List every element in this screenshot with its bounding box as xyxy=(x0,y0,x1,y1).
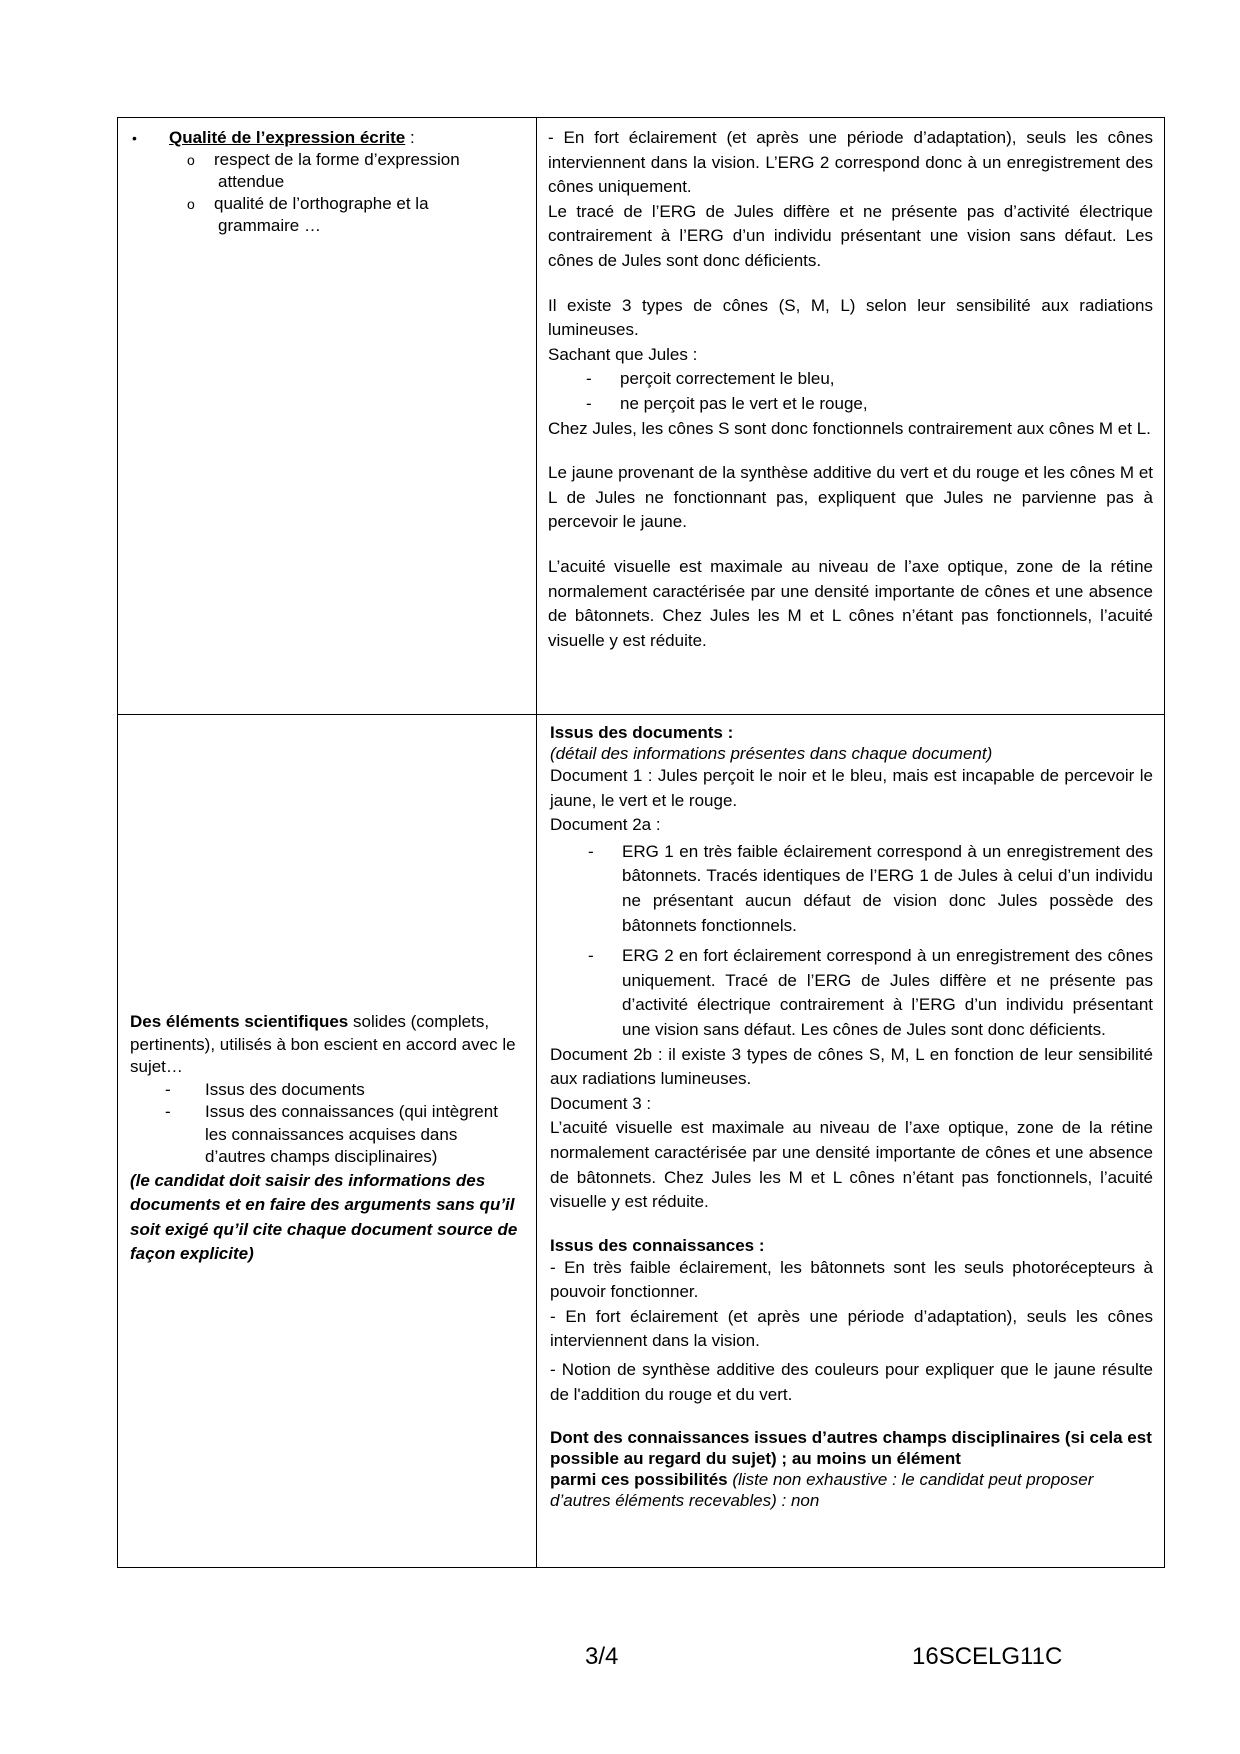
paragraph: - En fort éclairement (et après une période d’adaptation), seuls les cônes interviennent dans la vision. xyxy=(550,1306,1153,1351)
paragraph: L’acuité visuelle est maximale au niveau de l’axe optique, zone de la rétine normalement caractérisée par une densité importante de cônes et une absence de bâtonnets. Chez Jules les M et L cônes n’étant pas fonctionnels, l’acuité visuelle y est réduite. xyxy=(550,1118,1153,1212)
list-item: o respect de la forme d’expression attendue xyxy=(187,150,460,191)
criterion-cell-science: Des éléments scientifiques solides (complets, pertinents), utilisés à bon escient en accord avec le sujet… - Issus des documents - Issus des connaissances (qui intègrent les connaissances acquises dans d’autres champs disciplinaires) (le candidat doit saisir des informations des documents et en faire des arguments sans qu’il soit exigé qu’il cite chaque document source de façon explicite) xyxy=(118,715,537,1568)
paragraph: Il existe 3 types de cônes (S, M, L) selon leur sensibilité aux radiations lumineuses. xyxy=(548,295,1153,340)
list-item: o qualité de l’orthographe et la grammaire … xyxy=(187,194,429,235)
paragraph: Document 1 : Jules perçoit le noir et le bleu, mais est incapable de percevoir le jaune, le vert et le rouge. xyxy=(550,766,1153,810)
list-item: - Issus des connaissances (qui intègrent les connaissances acquises dans d’autres champs disciplinaires) xyxy=(165,1102,498,1166)
table-row xyxy=(118,118,1165,715)
table-row xyxy=(118,715,1165,1568)
section-heading: Issus des connaissances : xyxy=(550,1235,765,1255)
paragraph: - En fort éclairement (et après une période d’adaptation), seuls les cônes interviennent dans la vision. L’ERG 2 correspond donc à un enregistrement des cônes uniquement. xyxy=(548,128,1153,197)
paragraph: Le tracé de l’ERG de Jules diffère et ne présente pas d’activité électrique contrairement à l’ERG d’un individu présentant une vision sans défaut. Les cônes de Jules sont donc déficients. xyxy=(548,201,1153,270)
list-item: - ERG 2 en fort éclairement correspond à un enregistrement des cônes uniquement. Tracé de l’ERG de Jules diffère et ne présente pas d’activité électrique contrairement à l’ERG d’un individu présentant une vision sans défaut. Les cônes de Jules sont donc déficients. xyxy=(588,946,1153,1039)
criterion-note: (le candidat doit saisir des informations des documents et en faire des arguments sans qu’il soit exigé qu’il cite chaque document source de façon explicite) xyxy=(130,1170,518,1263)
paragraph: - En très faible éclairement, les bâtonnets sont les seuls photorécepteurs à pouvoir fonctionner. xyxy=(550,1257,1153,1302)
criterion-title: Qualité de l’expression écrite xyxy=(169,128,406,147)
list-item: - ERG 1 en très faible éclairement correspond à un enregistrement des bâtonnets. Tracés identiques de l’ERG 1 de Jules à celui d’un individu ne présentant aucun défaut de vision donc Jules possède des bâtonnets fonctionnels. xyxy=(588,841,1153,935)
list-item: - Issus des documents xyxy=(165,1079,365,1099)
document-code: 16SCELG11C xyxy=(912,1643,1063,1670)
grading-table xyxy=(117,117,1165,1568)
paragraph: Document 2b : il existe 3 types de cônes S, M, L en fonction de leur sensibilité aux radiations lumineuses. xyxy=(550,1044,1153,1089)
paragraph: Chez Jules, les cônes S sont donc fonctionnels contrairement aux cônes M et L. xyxy=(548,418,1151,438)
answer-cell-writing xyxy=(537,118,1165,715)
paragraph: Dont des connaissances issues d’autres champs disciplinaires (si cela est possible au regard du sujet) ; au moins un élément parmi ces possibilités (liste non exhaustive : le candidat peut proposer d’autres éléments recevables) : non xyxy=(550,1428,1152,1511)
page-number: 3/4 xyxy=(585,1643,619,1670)
paragraph: L’acuité visuelle est maximale au niveau de l’axe optique, zone de la rétine normalement caractérisée par une densité importante de cônes et une absence de bâtonnets. Chez Jules les M et L cônes n’étant pas fonctionnels, l’acuité visuelle y est réduite. xyxy=(548,556,1153,650)
criterion-cell-writing: • Qualité de l’expression écrite : o respect de la forme d’expression attendue o qualité de l’orthographe et la grammaire … xyxy=(118,118,537,715)
paragraph: Le jaune provenant de la synthèse additive du vert et du rouge et les cônes M et L de Jules ne fonctionnant pas, expliquent que Jules ne parvienne pas à percevoir le jaune. xyxy=(548,463,1153,532)
paragraph: - Notion de synthèse additive des couleurs pour expliquer que le jaune résulte de l'addition du rouge et du vert. xyxy=(550,1360,1153,1404)
section-subheading: (détail des informations présentes dans chaque document) xyxy=(550,744,993,763)
list-item: - ne perçoit pas le vert et le rouge, xyxy=(586,393,868,413)
paragraph: Sachant que Jules : xyxy=(548,344,698,364)
section-heading: Issus des documents : xyxy=(550,723,734,742)
criterion-title: Des éléments scientifiques xyxy=(130,1012,349,1031)
answer-cell-science xyxy=(537,715,1165,1568)
list-item: - perçoit correctement le bleu, xyxy=(586,369,835,389)
paragraph: Document 3 : xyxy=(550,1093,652,1113)
bullet-marker: • xyxy=(132,130,137,146)
paragraph: Document 2a : xyxy=(550,815,661,835)
